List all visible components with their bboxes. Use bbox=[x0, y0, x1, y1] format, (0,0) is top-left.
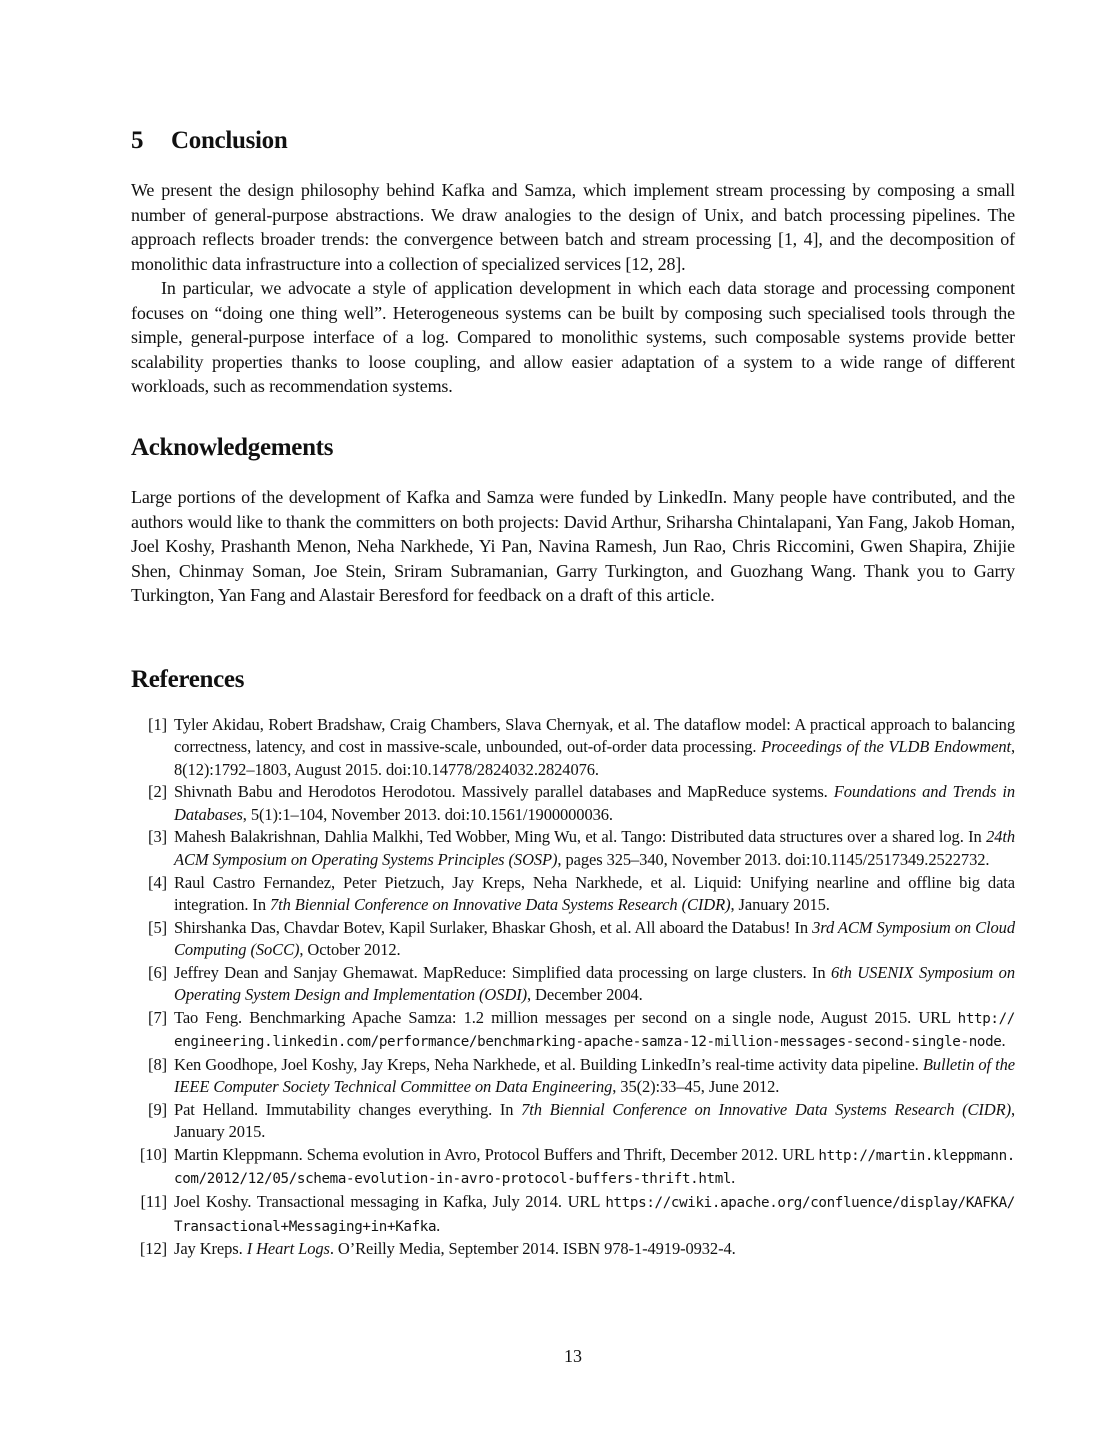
section-heading-conclusion bbox=[131, 126, 1015, 156]
reference-number: [6] bbox=[148, 962, 167, 982]
reference-item bbox=[131, 781, 1015, 826]
conclusion-paragraph-1: We present the design philosophy behind Kafka and Samza, which implement stream processing by composing a small number of general-purpose abstractions. We draw analogies to the design of Unix, and batch processing pipelines. The approach reflects broader trends: the convergence between batch and stream processing [1, 4], and the decomposition of monolithic data infrastructure into a collection of specialized services [12, 28]. bbox=[131, 180, 1015, 274]
reference-item bbox=[131, 714, 1015, 781]
reference-venue: 6th USENIX Symposium on Operating System Design and Implementation (OSDI) bbox=[174, 962, 1015, 1005]
page-number: 13 bbox=[564, 1346, 582, 1366]
reference-number: [5] bbox=[148, 917, 167, 937]
reference-item bbox=[131, 1144, 1015, 1191]
reference-number: [7] bbox=[148, 1007, 167, 1027]
reference-venue: 7th Biennial Conference on Innovative Data Systems Research (CIDR) bbox=[521, 1100, 1011, 1120]
reference-text: Raul Castro Fernandez, Peter Pietzuch, Jay Kreps, Neha Narkhede, et al. Liquid: Unifying nearline and offline big data integration. In bbox=[174, 872, 1015, 914]
reference-venue: 7th Biennial Conference on Innovative Data Systems Research (CIDR) bbox=[270, 894, 731, 914]
section-heading-references: References bbox=[131, 666, 245, 693]
reference-text-end: . bbox=[1001, 1031, 1006, 1051]
reference-text-end: , October 2012. bbox=[299, 939, 401, 959]
reference-text: Shirshanka Das, Chavdar Botev, Kapil Surlaker, Bhaskar Ghosh, et al. All aboard the Databus! In bbox=[174, 917, 813, 937]
acknowledgements-paragraph: Large portions of the development of Kafka and Samza were funded by LinkedIn. Many people have contributed, and the authors would like to thank the committers on both projects: David Arthur, Sriharsha Chintalapani, Yan Fang, Jakob Homan, Joel Koshy, Prashanth Menon, Neha Narkhede, Yi Pan, Navina Ramesh, Jun Rao, Chris Riccomini, Gwen Shapira, Zhijie Shen, Chinmay Soman, Joe Stein, Sriram Subramanian, Garry Turkington, and Guozhang Wang. Thank you to Garry Turkington, Yan Fang and Alastair Beresford for feedback on a draft of this article. bbox=[131, 487, 1015, 605]
reference-text-end: . bbox=[436, 1215, 441, 1235]
reference-text: Pat Helland. Immutability changes everything. In bbox=[174, 1100, 522, 1120]
reference-number: [11] bbox=[140, 1192, 167, 1212]
acknowledgements-section bbox=[131, 433, 1015, 608]
reference-text: Tyler Akidau, Robert Bradshaw, Craig Chambers, Slava Chernyak, et al. The dataflow model: A practical approach to balancing correctness, latency, and cost in massive-scale, unbounded, out-of-order data processing. bbox=[174, 715, 1015, 757]
reference-text-end: . O’Reilly Media, September 2014. ISBN 978-1-4919-0932-4. bbox=[329, 1239, 736, 1259]
conclusion-paragraph-2: In particular, we advocate a style of application development in which each data storage and processing component focuses on “doing one thing well”. Heterogeneous systems can be built by composing such specialised tools through the simple, general-purpose interface of a log. Compared to monolithic systems, such composable systems provide better scalability properties thanks to loose coupling, and allow easier adaptation of a system to a wide range of different workloads, such as recommendation systems. bbox=[131, 278, 1015, 396]
reference-number: [2] bbox=[148, 782, 167, 802]
reference-number: [9] bbox=[148, 1100, 167, 1120]
reference-text-end: , 8(12):1792–1803, August 2015. doi:10.14778/2824032.2824076. bbox=[174, 737, 1015, 779]
reference-venue: Proceedings of the VLDB Endowment bbox=[761, 737, 1011, 757]
reference-url-link[interactable]: http://martin.kleppmann.com/2012/12/05/schema-evolution-in-avro-protocol-buffers-thrift.html bbox=[174, 1148, 1015, 1188]
reference-item bbox=[131, 917, 1015, 962]
reference-url-link[interactable]: https://cwiki.apache.org/confluence/display/KAFKA/Transactional+Messaging+in+Kafka bbox=[174, 1195, 1015, 1235]
reference-number: [8] bbox=[148, 1054, 167, 1074]
reference-text: Tao Feng. Benchmarking Apache Samza: 1.2 million messages per second on a single node, August 2015. URL bbox=[174, 1007, 958, 1027]
reference-text: Jay Kreps. bbox=[174, 1239, 247, 1259]
reference-item bbox=[131, 1191, 1015, 1238]
reference-item bbox=[131, 826, 1015, 871]
reference-item bbox=[131, 1099, 1015, 1144]
reference-text-end: , pages 325–340, November 2013. doi:10.1145/2517349.2522732. bbox=[557, 849, 990, 869]
reference-url-link[interactable]: http://engineering.linkedin.com/performance/benchmarking-apache-samza-12-million-messages-second-single-node bbox=[174, 1010, 1015, 1051]
reference-number: [12] bbox=[139, 1239, 167, 1259]
reference-item bbox=[131, 1007, 1015, 1054]
reference-number: [1] bbox=[148, 715, 167, 734]
references-section bbox=[131, 665, 1015, 1261]
reference-text-end: , January 2015. bbox=[730, 894, 830, 914]
reference-venue: Foundations and Trends in Databases bbox=[174, 782, 1015, 824]
reference-text: Ken Goodhope, Joel Koshy, Jay Kreps, Neha Narkhede, et al. Building LinkedIn’s real-time activity data pipeline. bbox=[174, 1054, 923, 1074]
reference-venue: 3rd ACM Symposium on Cloud Computing (SoCC) bbox=[174, 917, 1015, 959]
reference-venue: 24th ACM Symposium on Operating Systems Principles (SOSP) bbox=[174, 827, 1015, 869]
reference-text-end: , 5(1):1–104, November 2013. doi:10.1561/1900000036. bbox=[242, 804, 613, 824]
reference-number: [3] bbox=[148, 827, 167, 847]
reference-text: Martin Kleppmann. Schema evolution in Avro, Protocol Buffers and Thrift, December 2012. URL bbox=[174, 1145, 819, 1165]
reference-text: Jeffrey Dean and Sanjay Ghemawat. MapReduce: Simplified data processing on large clusters. In bbox=[174, 962, 832, 982]
reference-item bbox=[131, 962, 1015, 1007]
reference-text: Mahesh Balakrishnan, Dahlia Malkhi, Ted Wobber, Ming Wu, et al. Tango: Distributed data structures over a shared log. In bbox=[174, 827, 987, 847]
reference-text-end: , 35(2):33–45, June 2012. bbox=[612, 1077, 780, 1097]
section-title: Conclusion bbox=[171, 127, 288, 154]
reference-text-end: , December 2004. bbox=[527, 985, 643, 1005]
reference-text-end: , January 2015. bbox=[174, 1100, 1015, 1142]
reference-venue: I Heart Logs bbox=[246, 1239, 330, 1259]
reference-item bbox=[131, 1054, 1015, 1099]
conclusion-section bbox=[131, 126, 1015, 399]
reference-number: [4] bbox=[148, 872, 167, 892]
section-number: 5 bbox=[131, 127, 144, 154]
reference-text: Joel Koshy. Transactional messaging in Kafka, July 2014. URL bbox=[174, 1192, 606, 1212]
reference-number: [10] bbox=[139, 1145, 167, 1165]
reference-item bbox=[131, 1238, 1015, 1260]
section-heading-acknowledgements: Acknowledgements bbox=[131, 434, 334, 461]
reference-text: Shivnath Babu and Herodotos Herodotou. Massively parallel databases and MapReduce systems. bbox=[174, 782, 834, 802]
reference-list bbox=[131, 714, 1015, 1261]
reference-item bbox=[131, 872, 1015, 917]
reference-text-end: . bbox=[731, 1168, 736, 1188]
reference-venue: Bulletin of the IEEE Computer Society Technical Committee on Data Engineering bbox=[174, 1054, 1015, 1097]
